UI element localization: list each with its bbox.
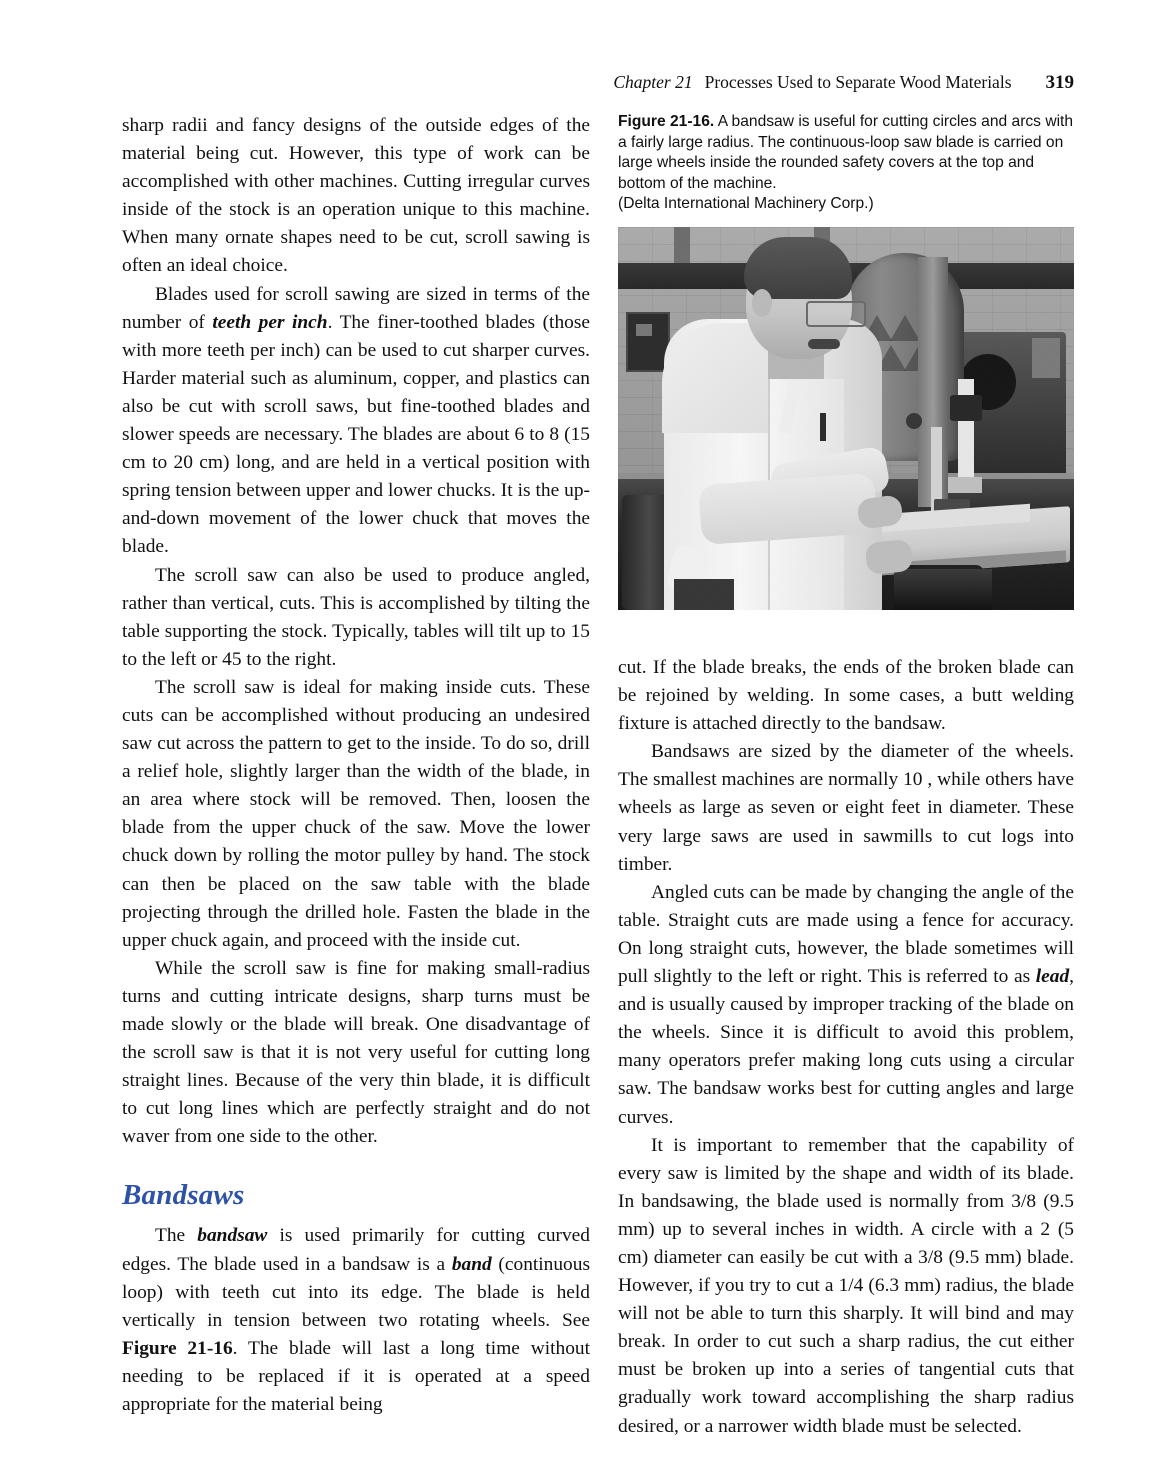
operator-safety-glasses [806,301,866,327]
section-heading-bandsaws: Bandsaws [122,1179,245,1212]
running-head-chapter-title: Processes Used to Separate Wood Materials [704,72,1012,92]
operator-mustache [808,339,840,349]
running-head-chapter-label: Chapter 21 [613,72,693,92]
paragraph-text-run: Blades used for scroll sawing are sized in terms of the number of teeth per inch. The finer-toothed blades (those with more teeth per inch) can be used to cut sharper curves. Harder material such as aluminum, copper, and plastics can also be cut with scroll saws, but fine-toothed blades and slower speeds are necessary. The blades are about 6 to 8 (15 cm to 20 cm) long, and are held in a vertical position with spring tension between upper and lower chucks. It is the up-and-down movement of the lower chuck that moves the blade. [122,283,590,558]
bandsaw-base-column [894,569,992,610]
paragraph-small-radius-turns: While the scroll saw is fine for making small-radius turns and cutting intricate designs, sharp turns must be made slowly or the blade will break. One disadvantage of the scroll saw is that it is not very useful for cutting long straight lines. Because of the very thin blade, it is difficult to cut long lines which are perfectly straight and do not waver from one side to the other. [122,957,590,1148]
paragraph-angled-cuts: The scroll saw can also be used to produce angled, rather than vertical, cuts. This is accomplished by tilting the table supporting the stock. Typically, tables will tilt up to 15 to the left or 45 to the right. [122,564,590,670]
figure-caption [618,112,1074,215]
paragraph-blades-teeth-per-inch [122,281,590,562]
paragraph-scroll-outside-edges: sharp radii and fancy designs of the outside edges of the material being cut. However, this type of work can be accomplished with other machines. Cutting irregular curves inside of the stock is an operation unique to this machine. When many ornate shapes need to be cut, scroll sawing is often an ideal choice. [122,115,590,277]
bandsaw-lower-guide [948,477,982,493]
page-number: 319 [1045,72,1074,93]
paragraph-bandsaw-sizes: Bandsaws are sized by the diameter of the wheels. The smallest machines are normally 10 , while others have wheels as large as seven or eight feet in diameter. These very large saws are used in sawmills to cut logs into timber. [618,741,1074,875]
paragraph-inside-cuts: The scroll saw is ideal for making inside cuts. These cuts can be accomplished without producing an undesired saw cut across the pattern to get to the inside. To do so, drill a relief hole, slightly larger than the width of the blade, in an area where stock will be removed. Then, loosen the blade from the upper chuck of the saw. Move the lower chuck down by rolling the motor pulley by hand. The stock can then be placed on the saw table with the blade projecting through the drilled hole. Fasten the blade in the upper chuck again, and proceed with the inside cut. [122,676,590,951]
photograph-scene [618,227,1074,610]
heading-spacer-before [122,1151,590,1178]
bandsaw-guide-clamp [950,395,982,421]
page-body [122,112,1074,1437]
heading-spacer-after [122,1212,590,1222]
figure-21-16 [618,112,1074,610]
paragraph-blade-width-capability: It is important to remember that the capability of every saw is limited by the shape and width of its blade. In bandsawing, the blade used is normally from 3/8 (9.5 mm) up to several inches in width. A circle with a 2 (5 cm) diameter can easily be cut with a 3/8 (9.5 mm) blade. However, if you try to cut a 1/4 (6.3 mm) radius, the blade will not be able to turn this sharply. It will bind and may break. In order to cut such a sharp radius, the cut either must be broken up into a series of tangential cuts that gradually work toward accomplishing the sharp radius desired, or a narrower width blade must be selected. [618,1134,1074,1437]
paragraph-blade-welding: cut. If the blade breaks, the ends of the broken blade can be rejoined by welding. In some cases, a butt welding fixture is attached directly to the bandsaw. [618,657,1074,735]
right-column-figure-area [618,112,1074,610]
operator-trousers [674,579,734,610]
figure-caption-text: A bandsaw is useful for cutting circles and arcs with a fairly large radius. The continuous-loop saw blade is carried on large wheels inside the rounded safety covers at the top and bottom of the machine. [618,113,1074,192]
left-column [122,112,590,1419]
paragraph-bandsaw-intro: The bandsaw is used primarily for cutting curved edges. The blade used in a bandsaw is a band (continuous loop) with teeth cut into its edge. The blade is held vertically in tension between two rotating wheels. See Figure 21-16. The blade will last a long time without needing to be replaced if it is operated at a speed appropriate for the material being [122,1225,590,1416]
figure-photograph [618,227,1074,610]
running-head [122,72,1074,100]
operator-forearm [698,473,878,545]
figure-caption-credit: (Delta International Machinery Corp.) [618,195,874,213]
figure-caption-label: Figure 21-16. [618,113,715,130]
right-column-text [618,654,1074,1441]
operator-pocket-pen [820,413,826,441]
bandsaw-tension-knob [906,413,922,429]
operator-ear [752,289,772,317]
paragraph-angled-cuts-lead: Angled cuts can be made by changing the angle of the table. Straight cuts are made using a fence for accuracy. On long straight cuts, however, the blade sometimes will pull slightly to the left or right. This is referred to as lead, and is usually caused by improper tracking of the blade on the wheels. Since it is difficult to avoid this problem, many operators prefer making long cuts using a circular saw. The bandsaw works best for cutting angles and large curves. [618,881,1074,1128]
